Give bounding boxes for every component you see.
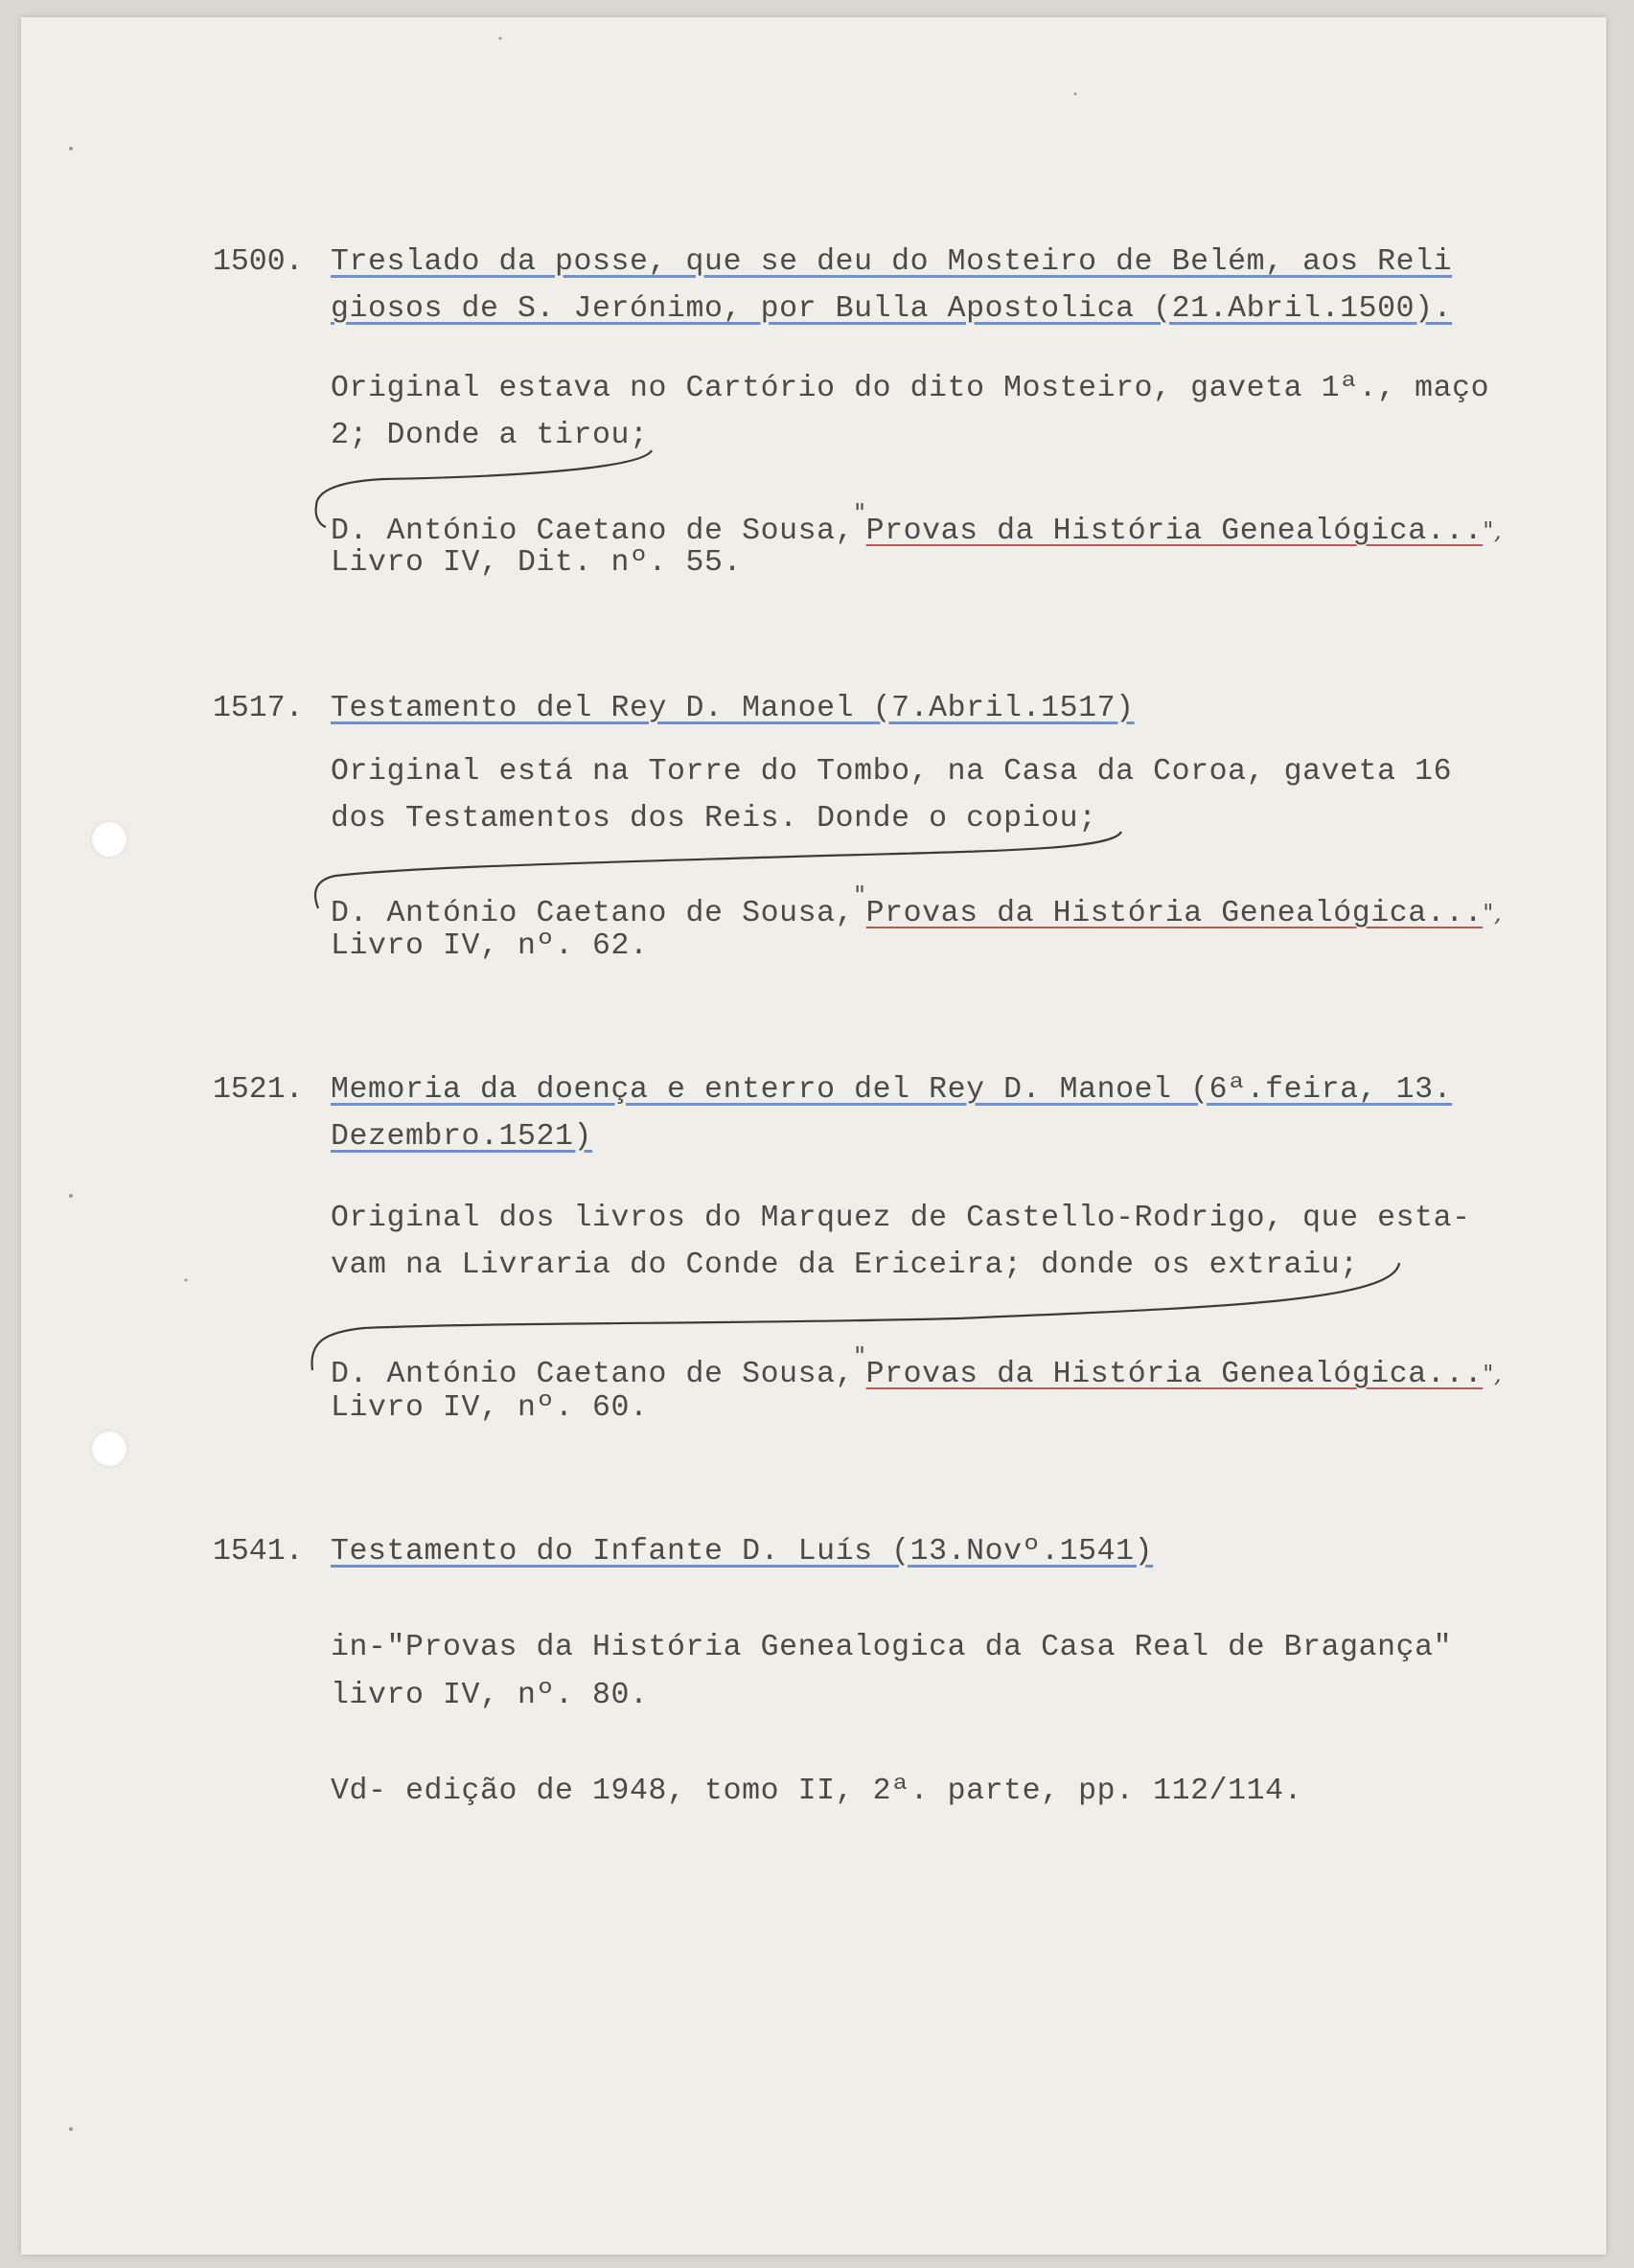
entry-year: 1517. [213, 692, 304, 725]
punch-hole-lower [90, 1430, 128, 1468]
in-reference-line: in-"Provas da História Genealogica da Casa Real de Bragança" [331, 1631, 1453, 1664]
reference-work: Provas da História Genealógica... [865, 897, 1484, 930]
document-page [21, 17, 1606, 2255]
reference-author: D. António Caetano de Sousa, [331, 515, 855, 548]
reference-work: Provas da História Genealógica... [865, 1358, 1484, 1391]
open-quote: " [854, 499, 866, 528]
edition-note: Vd- edição de 1948, tomo II, 2ª. parte, pp. 112/114. [331, 1775, 1303, 1808]
reference-detail: Livro IV, nº. 60. [331, 1391, 649, 1425]
reference-author: D. António Caetano de Sousa, [331, 1358, 855, 1391]
in-reference-detail: livro IV, nº. 80. [331, 1679, 649, 1712]
close-quote: ", [1483, 900, 1503, 927]
entry-source-line: Original dos livros do Marquez de Castello-Rodrigo, que esta- [331, 1202, 1471, 1235]
entry-source-line: dos Testamentos dos Reis. Donde o copiou; [331, 802, 1097, 836]
entry-title-line: Testamento do Infante D. Luís (13.Novº.1541) [331, 1535, 1154, 1569]
reference-work: Provas da História Genealógica... [865, 515, 1484, 548]
close-quote: ", [1483, 517, 1503, 544]
entry-year: 1541. [213, 1535, 304, 1569]
open-quote: " [854, 1342, 866, 1371]
open-quote: " [854, 882, 866, 910]
entry-title-line: Treslado da posse, que se deu do Mosteiro de Belém, aos Reli [331, 245, 1453, 279]
entry-title-line: Dezembro.1521) [331, 1120, 593, 1154]
entry-source-line: Original estava no Cartório do dito Mosteiro, gaveta 1ª., maço [331, 372, 1490, 405]
reference-line [331, 883, 1502, 929]
reference-detail: Livro IV, nº. 62. [331, 929, 649, 963]
entry-source-line: vam na Livraria do Conde da Ericeira; donde os extraiu; [331, 1249, 1359, 1282]
reference-detail: Livro IV, Dit. nº. 55. [331, 546, 743, 580]
close-quote: ", [1483, 1361, 1503, 1387]
reference-author: D. António Caetano de Sousa, [331, 897, 855, 930]
punch-hole-upper [90, 820, 128, 859]
entry-title-line: giosos de S. Jerónimo, por Bulla Apostolica (21.Abril.1500). [331, 292, 1453, 326]
reference-line [331, 1344, 1502, 1390]
entry-title-line: Testamento del Rey D. Manoel (7.Abril.1517) [331, 692, 1135, 725]
entry-title-line: Memoria da doença e enterro del Rey D. Manoel (6ª.feira, 13. [331, 1073, 1453, 1107]
reference-line [331, 501, 1502, 547]
entry-year: 1500. [213, 245, 304, 279]
entry-source-line: Original está na Torre do Tombo, na Casa da Coroa, gaveta 16 [331, 755, 1453, 789]
entry-source-line: 2; Donde a tirou; [331, 419, 649, 452]
entry-year: 1521. [213, 1073, 304, 1107]
